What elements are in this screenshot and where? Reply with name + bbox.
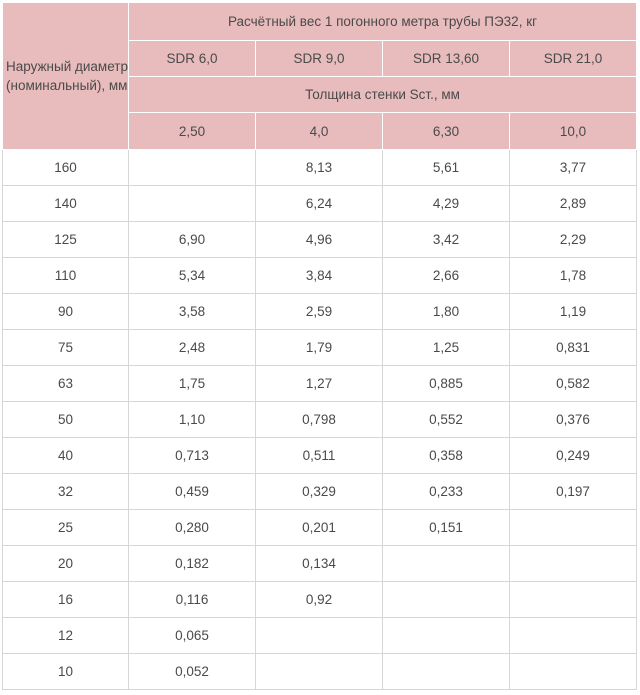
table-row [3, 618, 637, 654]
weight-cell [510, 546, 637, 582]
weight-cell [383, 618, 510, 654]
weight-cell: 0,233 [383, 474, 510, 510]
outer-diameter-cell: 16 [3, 582, 129, 618]
weight-cell: 5,61 [383, 150, 510, 186]
weight-cell: 0,511 [256, 438, 383, 474]
weight-cell [383, 546, 510, 582]
table-row [3, 546, 637, 582]
table-row [3, 294, 637, 330]
table-row [3, 150, 637, 186]
weight-cell: 1,79 [256, 330, 383, 366]
weight-cell: 3,84 [256, 258, 383, 294]
weight-cell: 0,151 [383, 510, 510, 546]
wall-thickness-label: Толщина стенки Sст., мм [129, 77, 637, 113]
weight-cell: 2,48 [129, 330, 256, 366]
sdr-label: SDR 21,0 [510, 41, 637, 77]
weight-cell: 6,90 [129, 222, 256, 258]
weight-cell: 8,13 [256, 150, 383, 186]
outer-diameter-cell: 125 [3, 222, 129, 258]
weight-cell: 0,582 [510, 366, 637, 402]
weight-cell: 0,052 [129, 654, 256, 690]
weight-cell: 4,96 [256, 222, 383, 258]
weight-cell [383, 654, 510, 690]
weight-cell: 0,280 [129, 510, 256, 546]
outer-diameter-cell: 12 [3, 618, 129, 654]
weight-cell: 0,329 [256, 474, 383, 510]
weight-cell [256, 618, 383, 654]
weight-cell: 0,798 [256, 402, 383, 438]
weight-cell: 2,89 [510, 186, 637, 222]
weight-cell [510, 654, 637, 690]
weight-cell [510, 510, 637, 546]
weight-cell: 0,201 [256, 510, 383, 546]
outer-diameter-cell: 40 [3, 438, 129, 474]
table-row [3, 510, 637, 546]
table-row [3, 438, 637, 474]
wall-thickness-value: 2,50 [129, 113, 256, 150]
wall-thickness-value: 6,30 [383, 113, 510, 150]
sdr-label: SDR 13,60 [383, 41, 510, 77]
table-title: Расчётный вес 1 погонного метра трубы ПЭ32, кг [129, 3, 637, 41]
weight-cell: 0,358 [383, 438, 510, 474]
sdr-label: SDR 9,0 [256, 41, 383, 77]
weight-cell: 1,75 [129, 366, 256, 402]
weight-cell: 2,29 [510, 222, 637, 258]
weight-cell: 0,552 [383, 402, 510, 438]
weight-cell [510, 582, 637, 618]
weight-cell: 3,58 [129, 294, 256, 330]
weight-cell: 0,134 [256, 546, 383, 582]
weight-cell: 0,249 [510, 438, 637, 474]
table-row [3, 654, 637, 690]
table-row [3, 582, 637, 618]
weight-cell: 0,376 [510, 402, 637, 438]
outer-diameter-cell: 110 [3, 258, 129, 294]
outer-diameter-cell: 160 [3, 150, 129, 186]
outer-diameter-cell: 90 [3, 294, 129, 330]
table-row [3, 222, 637, 258]
wall-thickness-value: 10,0 [510, 113, 637, 150]
weight-cell: 0,182 [129, 546, 256, 582]
pipe-weight-table [2, 2, 637, 690]
outer-diameter-cell: 10 [3, 654, 129, 690]
weight-cell: 1,78 [510, 258, 637, 294]
weight-cell [383, 582, 510, 618]
pipe-weight-table-container [2, 2, 636, 691]
weight-cell [256, 654, 383, 690]
wall-thickness-value: 4,0 [256, 113, 383, 150]
weight-cell: 4,29 [383, 186, 510, 222]
weight-cell: 3,77 [510, 150, 637, 186]
weight-cell: 0,065 [129, 618, 256, 654]
weight-cell: 1,25 [383, 330, 510, 366]
weight-cell: 1,10 [129, 402, 256, 438]
weight-cell: 0,713 [129, 438, 256, 474]
weight-cell: 1,19 [510, 294, 637, 330]
weight-cell: 0,197 [510, 474, 637, 510]
sdr-label: SDR 6,0 [129, 41, 256, 77]
weight-cell: 2,66 [383, 258, 510, 294]
outer-diameter-cell: 20 [3, 546, 129, 582]
table-body [3, 150, 637, 690]
weight-cell: 1,27 [256, 366, 383, 402]
weight-cell: 5,34 [129, 258, 256, 294]
outer-diameter-cell: 75 [3, 330, 129, 366]
weight-cell: 0,92 [256, 582, 383, 618]
table-row [3, 474, 637, 510]
weight-cell: 0,831 [510, 330, 637, 366]
weight-cell: 6,24 [256, 186, 383, 222]
weight-cell: 2,59 [256, 294, 383, 330]
outer-diameter-cell: 140 [3, 186, 129, 222]
weight-cell: 3,42 [383, 222, 510, 258]
table-row [3, 366, 637, 402]
outer-diameter-cell: 32 [3, 474, 129, 510]
weight-cell: 0,885 [383, 366, 510, 402]
weight-cell [129, 186, 256, 222]
weight-cell [129, 150, 256, 186]
weight-cell: 0,459 [129, 474, 256, 510]
weight-cell: 0,116 [129, 582, 256, 618]
table-row [3, 186, 637, 222]
table-row [3, 258, 637, 294]
weight-cell [510, 618, 637, 654]
weight-cell: 1,80 [383, 294, 510, 330]
table-header [3, 3, 637, 150]
outer-diameter-cell: 25 [3, 510, 129, 546]
outer-diameter-cell: 63 [3, 366, 129, 402]
table-row [3, 402, 637, 438]
row-header-outer-diameter: Наружный диаметр (номинальный), мм [3, 3, 129, 150]
outer-diameter-cell: 50 [3, 402, 129, 438]
table-row [3, 330, 637, 366]
